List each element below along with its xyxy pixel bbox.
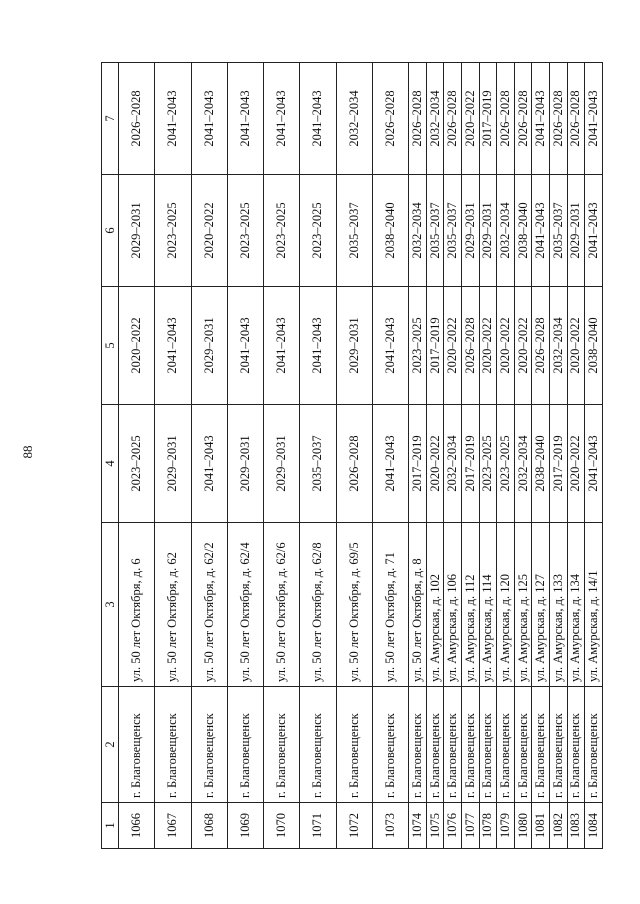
cell-city: г. Благовещенск xyxy=(479,687,497,803)
cell-address: ул. 50 лет Октября, д. 62/8 xyxy=(300,523,336,687)
cell-c4: 2017–2019 xyxy=(550,405,568,523)
table-row xyxy=(479,63,497,849)
table-row xyxy=(514,63,532,849)
cell-c7: 2017–2019 xyxy=(479,63,497,175)
cell-num: 1080 xyxy=(514,803,532,849)
cell-c5: 2020–2022 xyxy=(119,287,155,405)
table-row xyxy=(444,63,462,849)
cell-address: ул. Амурская, д. 125 xyxy=(514,523,532,687)
cell-city: г. Благовещенск xyxy=(444,687,462,803)
table-row xyxy=(264,63,300,849)
cell-city: г. Благовещенск xyxy=(191,687,227,803)
cell-c4: 2041–2043 xyxy=(585,405,603,523)
cell-c6: 2041–2043 xyxy=(585,175,603,287)
column-header: 3 xyxy=(102,523,119,687)
cell-address: ул. 50 лет Октября, д. 62/2 xyxy=(191,523,227,687)
cell-c7: 2041–2043 xyxy=(155,63,191,175)
cell-c6: 2035–2037 xyxy=(336,175,372,287)
cell-num: 1076 xyxy=(444,803,462,849)
cell-c6: 2023–2025 xyxy=(300,175,336,287)
table-row xyxy=(461,63,479,849)
cell-c4: 2041–2043 xyxy=(372,405,408,523)
cell-c7: 2020–2022 xyxy=(461,63,479,175)
cell-c4: 2032–2034 xyxy=(444,405,462,523)
column-header: 1 xyxy=(102,803,119,849)
cell-c7: 2026–2028 xyxy=(444,63,462,175)
cell-address: ул. 50 лет Октября, д. 6 xyxy=(119,523,155,687)
cell-c4: 2029–2031 xyxy=(155,405,191,523)
cell-num: 1082 xyxy=(550,803,568,849)
cell-c7: 2032–2034 xyxy=(426,63,444,175)
cell-c6: 2041–2043 xyxy=(532,175,550,287)
cell-num: 1083 xyxy=(567,803,585,849)
cell-city: г. Благовещенск xyxy=(264,687,300,803)
cell-c6: 2035–2037 xyxy=(444,175,462,287)
cell-c7: 2041–2043 xyxy=(264,63,300,175)
cell-c5: 2029–2031 xyxy=(191,287,227,405)
cell-c6: 2029–2031 xyxy=(119,175,155,287)
cell-city: г. Благовещенск xyxy=(336,687,372,803)
cell-city: г. Благовещенск xyxy=(227,687,263,803)
cell-c5: 2038–2040 xyxy=(585,287,603,405)
cell-num: 1078 xyxy=(479,803,497,849)
cell-c5: 2023–2025 xyxy=(409,287,427,405)
cell-city: г. Благовещенск xyxy=(372,687,408,803)
cell-city: г. Благовещенск xyxy=(409,687,427,803)
cell-c7: 2026–2028 xyxy=(550,63,568,175)
cell-address: ул. 50 лет Октября, д. 8 xyxy=(409,523,427,687)
cell-c6: 2035–2037 xyxy=(550,175,568,287)
cell-c7: 2026–2028 xyxy=(514,63,532,175)
cell-address: ул. Амурская, д. 14/1 xyxy=(585,523,603,687)
cell-c7: 2032–2034 xyxy=(336,63,372,175)
column-header: 6 xyxy=(102,175,119,287)
cell-num: 1077 xyxy=(461,803,479,849)
table-row xyxy=(550,63,568,849)
cell-c5: 2020–2022 xyxy=(567,287,585,405)
cell-num: 1073 xyxy=(372,803,408,849)
cell-c4: 2020–2022 xyxy=(567,405,585,523)
cell-c5: 2029–2031 xyxy=(336,287,372,405)
cell-c5: 2017–2019 xyxy=(426,287,444,405)
table-row xyxy=(300,63,336,849)
table-row xyxy=(567,63,585,849)
cell-c7: 2026–2028 xyxy=(372,63,408,175)
table-row xyxy=(155,63,191,849)
cell-c6: 2038–2040 xyxy=(514,175,532,287)
cell-c4: 2023–2025 xyxy=(479,405,497,523)
cell-c7: 2026–2028 xyxy=(119,63,155,175)
cell-address: ул. 50 лет Октября, д. 62/4 xyxy=(227,523,263,687)
cell-c4: 2023–2025 xyxy=(497,405,515,523)
cell-address: ул. Амурская, д. 120 xyxy=(497,523,515,687)
cell-c5: 2041–2043 xyxy=(227,287,263,405)
cell-c4: 2029–2031 xyxy=(227,405,263,523)
cell-num: 1074 xyxy=(409,803,427,849)
cell-c4: 2017–2019 xyxy=(461,405,479,523)
cell-c5: 2020–2022 xyxy=(479,287,497,405)
cell-c5: 2020–2022 xyxy=(514,287,532,405)
cell-num: 1070 xyxy=(264,803,300,849)
cell-city: г. Благовещенск xyxy=(532,687,550,803)
cell-c6: 2023–2025 xyxy=(155,175,191,287)
cell-num: 1075 xyxy=(426,803,444,849)
cell-num: 1071 xyxy=(300,803,336,849)
cell-c6: 2038–2040 xyxy=(372,175,408,287)
cell-c6: 2029–2031 xyxy=(479,175,497,287)
cell-city: г. Благовещенск xyxy=(300,687,336,803)
table-row xyxy=(409,63,427,849)
cell-c6: 2023–2025 xyxy=(227,175,263,287)
cell-address: ул. Амурская, д. 106 xyxy=(444,523,462,687)
cell-address: ул. 50 лет Октября, д. 71 xyxy=(372,523,408,687)
table-row xyxy=(119,63,155,849)
cell-c4: 2041–2043 xyxy=(191,405,227,523)
cell-c6: 2035–2037 xyxy=(426,175,444,287)
column-header: 5 xyxy=(102,287,119,405)
cell-c4: 2029–2031 xyxy=(264,405,300,523)
table-row xyxy=(426,63,444,849)
cell-city: г. Благовещенск xyxy=(514,687,532,803)
cell-c6: 2029–2031 xyxy=(461,175,479,287)
cell-city: г. Благовещенск xyxy=(550,687,568,803)
cell-c5: 2020–2022 xyxy=(497,287,515,405)
cell-c5: 2026–2028 xyxy=(532,287,550,405)
column-header: 7 xyxy=(102,63,119,175)
cell-city: г. Благовещенск xyxy=(155,687,191,803)
column-header: 4 xyxy=(102,405,119,523)
cell-c5: 2026–2028 xyxy=(461,287,479,405)
cell-c5: 2020–2022 xyxy=(444,287,462,405)
cell-city: г. Благовещенск xyxy=(585,687,603,803)
cell-c7: 2041–2043 xyxy=(532,63,550,175)
cell-c4: 2017–2019 xyxy=(409,405,427,523)
cell-c7: 2041–2043 xyxy=(300,63,336,175)
cell-address: ул. Амурская, д. 102 xyxy=(426,523,444,687)
cell-c5: 2041–2043 xyxy=(300,287,336,405)
cell-address: ул. Амурская, д. 133 xyxy=(550,523,568,687)
cell-c7: 2026–2028 xyxy=(497,63,515,175)
table-row xyxy=(191,63,227,849)
cell-c7: 2041–2043 xyxy=(585,63,603,175)
cell-city: г. Благовещенск xyxy=(461,687,479,803)
cell-city: г. Благовещенск xyxy=(119,687,155,803)
cell-num: 1067 xyxy=(155,803,191,849)
cell-num: 1066 xyxy=(119,803,155,849)
cell-c4: 2032–2034 xyxy=(514,405,532,523)
table-header-row xyxy=(102,63,119,849)
cell-c7: 2041–2043 xyxy=(227,63,263,175)
cell-c6: 2029–2031 xyxy=(567,175,585,287)
cell-c4: 2035–2037 xyxy=(300,405,336,523)
table-row xyxy=(227,63,263,849)
cell-c6: 2032–2034 xyxy=(409,175,427,287)
page-number: 88 xyxy=(20,445,35,459)
cell-address: ул. 50 лет Октября, д. 62/6 xyxy=(264,523,300,687)
table-row xyxy=(585,63,603,849)
cell-city: г. Благовещенск xyxy=(567,687,585,803)
table-row xyxy=(372,63,408,849)
cell-address: ул. Амурская, д. 127 xyxy=(532,523,550,687)
cell-c4: 2026–2028 xyxy=(336,405,372,523)
cell-num: 1081 xyxy=(532,803,550,849)
cell-num: 1069 xyxy=(227,803,263,849)
cell-c5: 2041–2043 xyxy=(372,287,408,405)
cell-city: г. Благовещенск xyxy=(426,687,444,803)
cell-address: ул. Амурская, д. 114 xyxy=(479,523,497,687)
cell-address: ул. Амурская, д. 134 xyxy=(567,523,585,687)
cell-address: ул. 50 лет Октября, д. 69/5 xyxy=(336,523,372,687)
cell-address: ул. Амурская, д. 112 xyxy=(461,523,479,687)
table-row xyxy=(532,63,550,849)
cell-c7: 2041–2043 xyxy=(191,63,227,175)
cell-c6: 2032–2034 xyxy=(497,175,515,287)
cell-c5: 2032–2034 xyxy=(550,287,568,405)
table-row xyxy=(336,63,372,849)
cell-num: 1072 xyxy=(336,803,372,849)
cell-c6: 2020–2022 xyxy=(191,175,227,287)
cell-c4: 2023–2025 xyxy=(119,405,155,523)
cell-c5: 2041–2043 xyxy=(155,287,191,405)
cell-c4: 2020–2022 xyxy=(426,405,444,523)
column-header: 2 xyxy=(102,687,119,803)
cell-c7: 2026–2028 xyxy=(567,63,585,175)
cell-num: 1079 xyxy=(497,803,515,849)
cell-num: 1068 xyxy=(191,803,227,849)
schedule-table xyxy=(101,62,603,849)
cell-address: ул. 50 лет Октября, д. 62 xyxy=(155,523,191,687)
table-body xyxy=(119,63,603,849)
cell-num: 1084 xyxy=(585,803,603,849)
cell-c4: 2038–2040 xyxy=(532,405,550,523)
rotated-table-wrapper xyxy=(101,63,603,849)
cell-c5: 2041–2043 xyxy=(264,287,300,405)
table-row xyxy=(497,63,515,849)
cell-c7: 2026–2028 xyxy=(409,63,427,175)
cell-c6: 2023–2025 xyxy=(264,175,300,287)
cell-city: г. Благовещенск xyxy=(497,687,515,803)
